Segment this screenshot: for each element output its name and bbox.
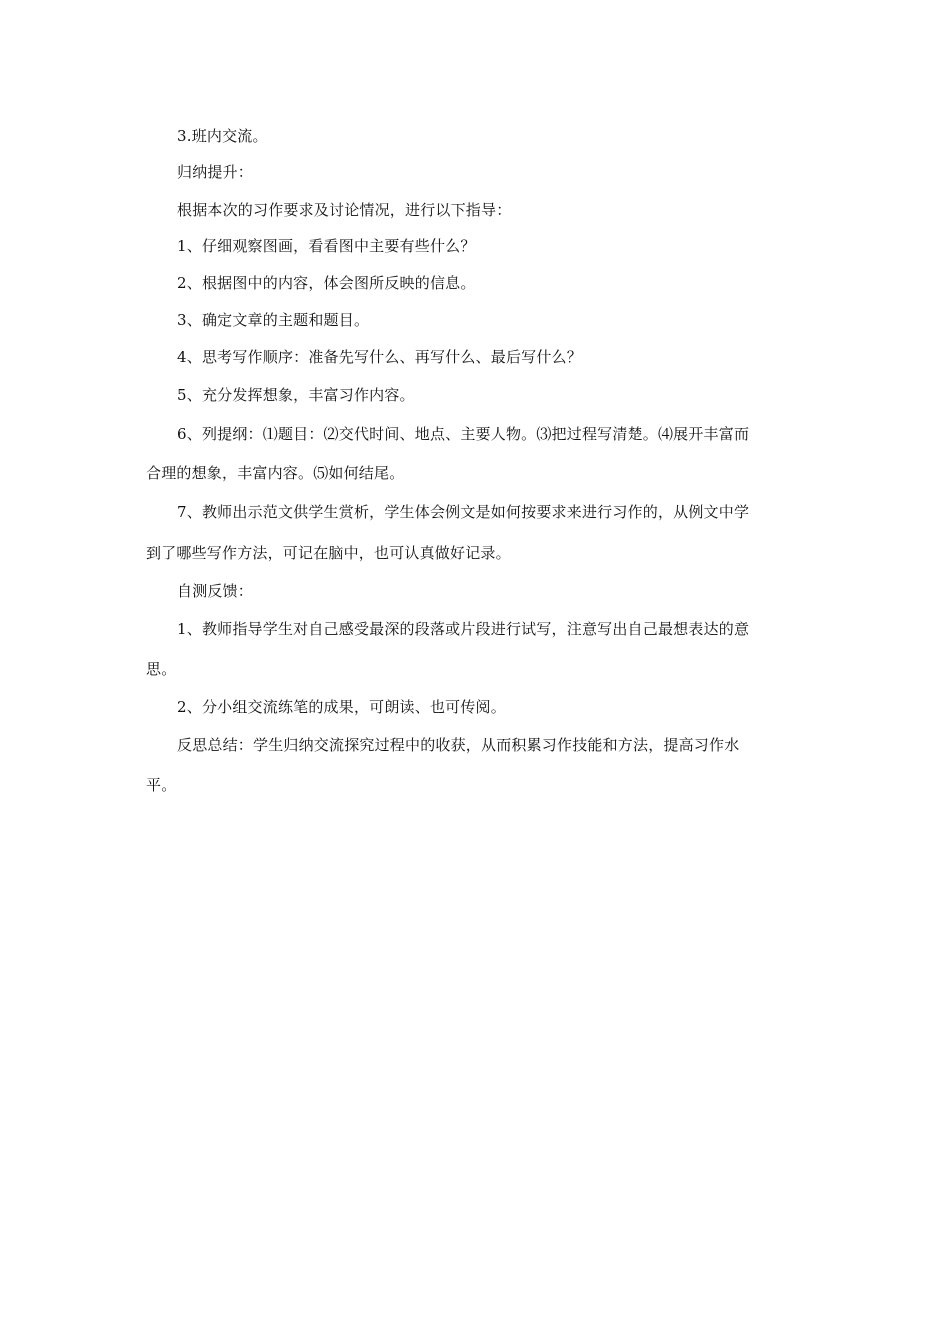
list-item-2: 2、根据图中的内容，体会图所反映的信息。	[177, 274, 476, 292]
self-test-item-1-line-1: 1、教师指导学生对自己感受最深的段落或片段进行试写，注意写出自己最想表达的意	[177, 620, 750, 638]
reflection-line-2: 平。	[146, 776, 177, 794]
paragraph-guidance-intro: 根据本次的习作要求及讨论情况，进行以下指导：	[177, 201, 512, 219]
list-item-3: 3、确定文章的主题和题目。	[177, 311, 370, 329]
list-item-7-line-2: 到了哪些写作方法，可记在脑中，也可认真做好记录。	[146, 544, 511, 562]
list-item-6-line-1: 6、列提纲：⑴题目：⑵交代时间、地点、主要人物。⑶把过程写清楚。⑷展开丰富而	[177, 425, 750, 443]
self-test-item-1-line-2: 思。	[146, 660, 177, 678]
list-item-6-line-2: 合理的想象，丰富内容。⑸如何结尾。	[146, 464, 405, 482]
heading-summary-improve: 归纳提升：	[177, 163, 254, 181]
list-item-7-line-1: 7、教师出示范文供学生赏析，学生体会例文是如何按要求来进行习作的，从例文中学	[177, 503, 750, 521]
list-item-4: 4、思考写作顺序：准备先写什么、再写什么、最后写什么？	[177, 348, 582, 366]
self-test-item-2: 2、分小组交流练笔的成果，可朗读、也可传阅。	[177, 698, 506, 716]
list-item-1: 1、仔细观察图画，看看图中主要有些什么？	[177, 237, 476, 255]
list-item-5: 5、充分发挥想象，丰富习作内容。	[177, 386, 415, 404]
paragraph-class-exchange: 3.班内交流。	[177, 127, 268, 145]
heading-self-test: 自测反馈：	[177, 582, 254, 600]
reflection-line-1: 反思总结：学生归纳交流探究过程中的收获，从而积累习作技能和方法，提高习作水	[177, 736, 740, 754]
